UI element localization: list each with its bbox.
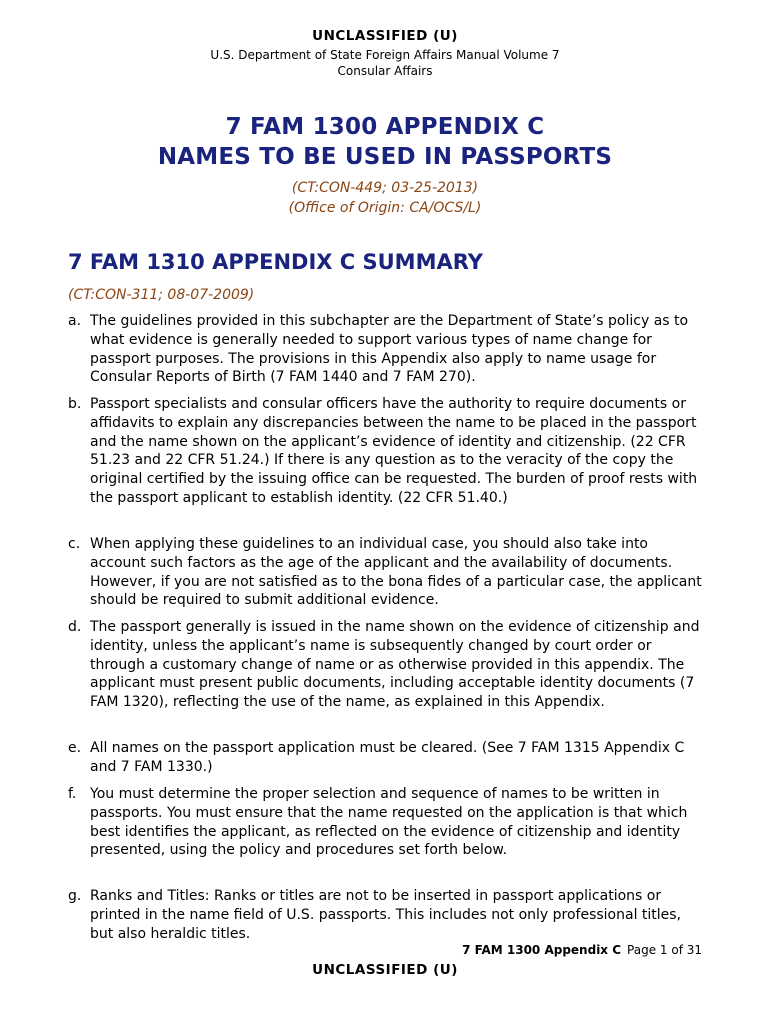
section-heading: 7 FAM 1310 APPENDIX C SUMMARY: [68, 250, 483, 274]
paragraph-a: [68, 312, 708, 387]
paragraph-text: The passport generally is issued in the name shown on the evidence of citizenship and identity, unless the applicant’s name is subsequently changed by court order or through a customary change of name or as otherwise provided in this appendix. The applicant must present public documents, including acceptable identity documents (7 FAM 1320), reflecting the use of the name, as explained in this Appendix.: [90, 619, 700, 711]
paragraph-d: [68, 618, 708, 712]
paragraph-g: [68, 887, 708, 943]
document-title: 7 FAM 1300 APPENDIX C: [225, 114, 545, 140]
paragraph-label: g.: [68, 888, 82, 904]
paragraph-text: Ranks and Titles: Ranks or titles are not to be inserted in passport applications or printed in the name field of U.S. passports. This includes not only professional titles, but also heraldic titles.: [90, 888, 682, 942]
change-transmittal: (CT:CON-449; 03-25-2013): [291, 180, 479, 196]
paragraph-c: [68, 535, 708, 610]
paragraph-f: [68, 785, 708, 860]
paragraph-label: d.: [68, 619, 82, 635]
paragraph-text: The guidelines provided in this subchapter are the Department of State’s policy as to what evidence is generally needed to support various types of name change for passport purposes. The provisions in this Appendix also apply to name usage for Consular Reports of Birth (7 FAM 1440 and 7 FAM 270).: [90, 313, 689, 386]
paragraph-label: a.: [68, 313, 82, 329]
paragraph-label: c.: [68, 536, 81, 552]
office-of-origin: (Office of Origin: CA/OCS/L): [288, 200, 482, 216]
footer-document-id: 7 FAM 1300 Appendix C: [462, 943, 622, 957]
paragraph-text: All names on the passport application must be cleared. (See 7 FAM 1315 Appendix C and 7 FAM 1330.): [90, 740, 685, 775]
paragraph-e: [68, 739, 708, 777]
paragraph-text: Passport specialists and consular officers have the authority to require documents or affidavits to explain any discrepancies between the name to be placed in the passport and the name shown on the applicant’s evidence of identity and citizenship. (22 CFR 51.23 and 22 CFR 51.24.) If there is any question as to the veracity of the copy the original certified by the issuing office can be requested. The burden of proof rests with the passport applicant to establish identity. (22 CFR 51.40.): [90, 396, 698, 506]
paragraph-text: You must determine the proper selection and sequence of names to be written in passports. You must ensure that the name requested on the application is that which best identifies the applicant, as reflected on the evidence of citizenship and identity presented, using the policy and procedures set forth below.: [90, 786, 688, 859]
classification-header: UNCLASSIFIED (U): [312, 28, 458, 44]
document-subtitle: NAMES TO BE USED IN PASSPORTS: [157, 144, 613, 170]
paragraph-label: b.: [68, 396, 82, 412]
paragraph-text: When applying these guidelines to an individual case, you should also take into account such factors as the age of the applicant and the availability of documents. However, if you are not satisfied as to the bona fides of a particular case, the applicant should be required to submit additional evidence.: [90, 536, 702, 609]
manual-title: U.S. Department of State Foreign Affairs Manual Volume 7: [210, 48, 560, 62]
page-footer: [462, 943, 702, 957]
page-number: Page 1 of 31: [627, 943, 702, 957]
paragraph-b: [68, 395, 708, 508]
section-change-transmittal: (CT:CON-311; 08-07-2009): [68, 287, 255, 303]
classification-footer: UNCLASSIFIED (U): [312, 962, 458, 978]
manual-subtitle: Consular Affairs: [337, 64, 433, 78]
paragraph-label: f.: [68, 786, 77, 802]
paragraph-label: e.: [68, 740, 82, 756]
